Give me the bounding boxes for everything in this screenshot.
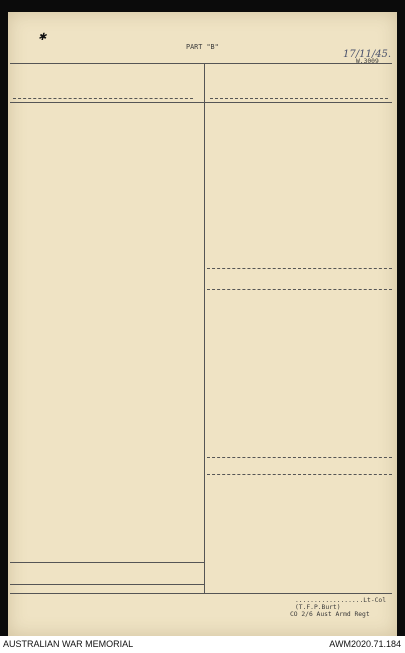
document-page	[8, 12, 397, 636]
left-carried-rule	[10, 562, 204, 563]
pin-mark: ✱	[38, 32, 47, 43]
header-bottom-rule	[10, 102, 392, 103]
footer-bar	[0, 636, 405, 653]
right-total-dash	[207, 268, 392, 269]
table-top-rule	[10, 63, 392, 64]
handwritten-date: 17/11/45.	[343, 49, 392, 60]
signature-name: (T.F.P.Burt)	[295, 604, 341, 611]
right-header-dash	[210, 98, 388, 99]
left-header-dash	[13, 98, 193, 99]
attd-total-dash	[207, 457, 392, 458]
signature-dots: ..................Lt-Col	[295, 597, 386, 604]
right-total-dash-2	[207, 289, 392, 290]
table-bottom-rule	[10, 593, 392, 594]
left-carried-rule-2	[10, 584, 204, 585]
footer-source: AUSTRALIAN WAR MEMORIAL	[3, 639, 134, 649]
center-divider	[204, 63, 205, 593]
part-title: PART "B"	[186, 43, 219, 51]
signature-unit: CO 2/6 Aust Armd Regt	[290, 611, 370, 618]
footer-accession: AWM2020.71.184	[329, 639, 401, 649]
form-number: W.3009	[356, 58, 379, 65]
attd-total-dash-2	[207, 474, 392, 475]
